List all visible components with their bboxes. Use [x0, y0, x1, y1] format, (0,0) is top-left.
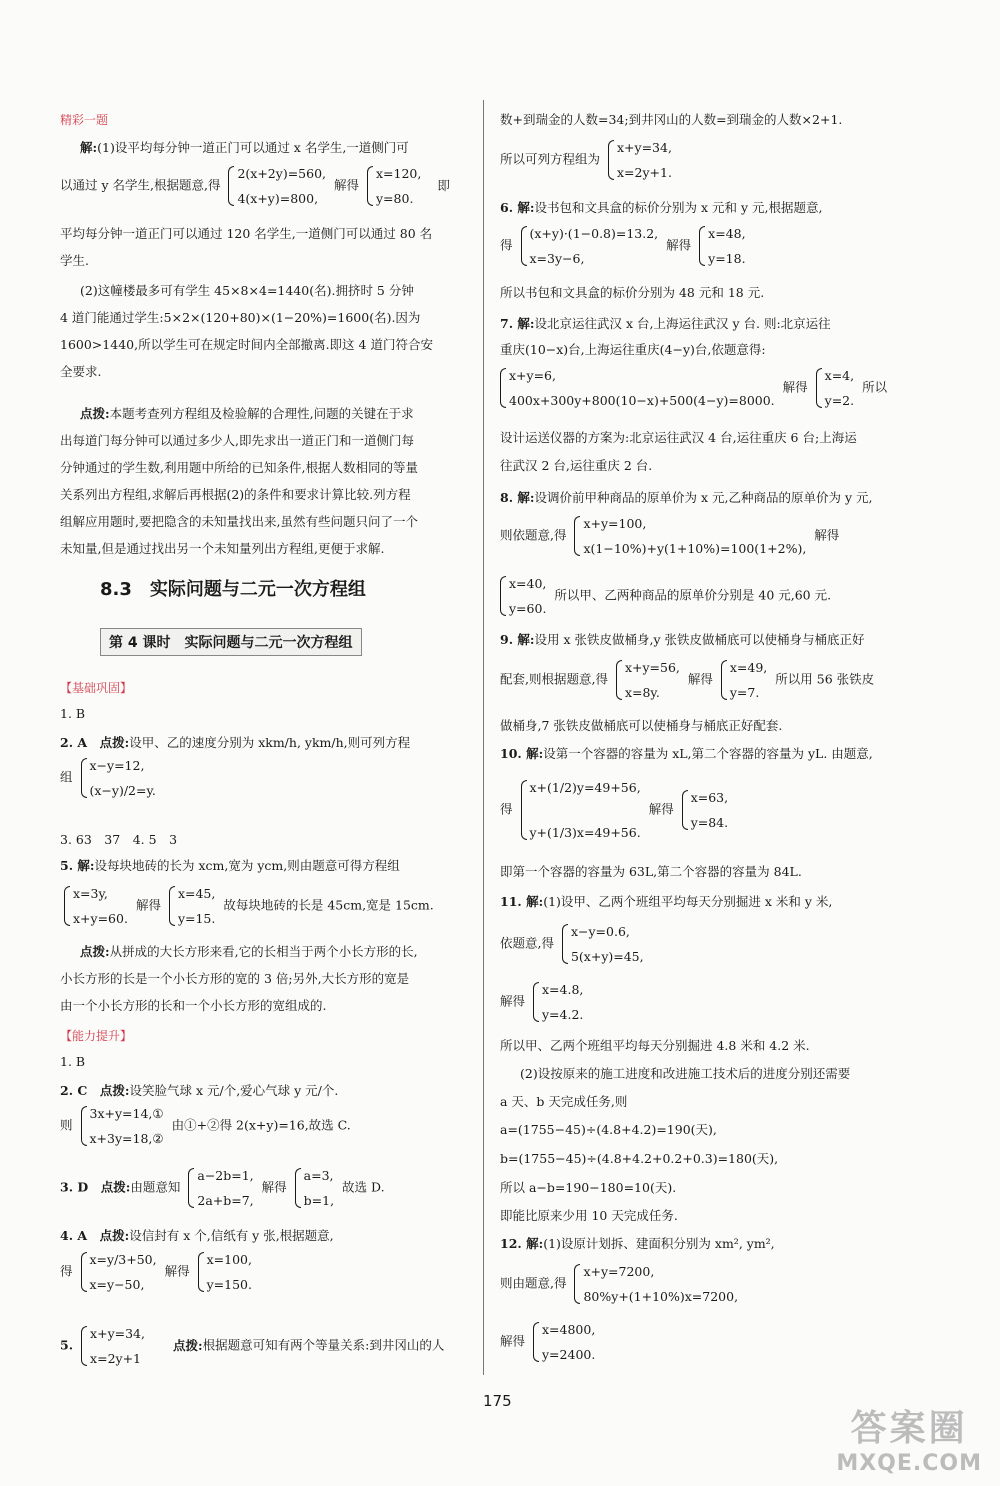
equation-system: x=3y, x+y=60. [64, 886, 128, 926]
r11-line10: 即能比原来少用 10 天完成任务. [500, 1208, 678, 1223]
r12-line2: 则由题意,得 x+y=7200, 80%y+(1+10%)x=7200, [500, 1264, 739, 1304]
equation-system: x+y=6, 400x+300y+800(10−x)+500(4−y)=8000. [500, 368, 775, 408]
j2-line1: 2. A 点拨:设甲、乙的速度分别为 xkm/h, ykm/h,则可列方程 [60, 735, 411, 750]
equation-system: 2(x+2y)=560, 4(x+y)=800, [228, 166, 326, 206]
equation-system: x+y=34, x=2y+1 [81, 1326, 145, 1366]
r0-line1: 数+到瑞金的人数=34;到井冈山的人数=到瑞金的人数×2+1. [500, 112, 843, 127]
dianbo-line4: 关系列出方程组,求解后再根据(2)的条件和要求计算比较.列方程 [60, 487, 411, 502]
equation-system: x=120, y=80. [367, 166, 421, 206]
equation-system: x+(1/2)y=49+56, y+(1/3)x=49+56. [521, 780, 641, 840]
j5-line2: x=3y, x+y=60. 解得 x=45, y=15. 故每块地砖的长是 45cm,宽是 15cm. [60, 886, 470, 926]
equation-system: x=63, y=84. [682, 790, 728, 830]
r0-line2: 所以可列方程组为 x+y=34, x=2y+1. [500, 140, 672, 180]
n3-line: 3. D 点拨:由题意知 a−2b=1, 2a+b=7, 解得 a=3, b=1, 故选 D. [60, 1168, 385, 1208]
j2-line2: 组 x−y=12, (x−y)/2=y. [60, 758, 156, 798]
r11-line1: 11. 解:(1)设甲、乙两个班组平均每天分别掘进 x 米和 y 米, [500, 894, 833, 909]
jichu-header: 【基础巩固】 [60, 681, 133, 695]
r6-line2: 得 (x+y)·(1−0.8)=13.2, x=3y−6, 解得 x=48, y=18. [500, 226, 746, 266]
watermark-line1: 答案圈 [850, 1408, 968, 1449]
equation-system: x=48, y=18. [699, 226, 745, 266]
r8-line2: 则依题意,得 x+y=100, x(1−10%)+y(1+10%)=100(1+2%), 解得 [500, 516, 840, 556]
r11-line5: (2)设按原来的施工进度和改进施工技术后的进度分别还需要 [520, 1066, 851, 1081]
r9-line1: 9. 解:设用 x 张铁皮做桶身,y 张铁皮做桶底可以使桶身与桶底正好 [500, 632, 865, 647]
r6-line1: 6. 解:设书包和文具盒的标价分别为 x 元和 y 元,根据题意, [500, 200, 823, 215]
section-title: 8.3 实际问题与二元一次方程组 [100, 579, 366, 600]
equation-system: x+y=7200, 80%y+(1+10%)x=7200, [574, 1264, 738, 1304]
j5-dianbo1: 点拨:从拼成的大长方形来看,它的长相当于两个小长方形的长, [80, 944, 418, 959]
r8-line1: 8. 解:设调价前甲种商品的原单价为 x 元,乙种商品的原单价为 y 元, [500, 490, 873, 505]
r12-line1: 12. 解:(1)设原计划拆、建面积分别为 xm², ym², [500, 1236, 775, 1251]
watermark-line2: MXQE.COM [836, 1451, 982, 1476]
j5-line1: 5. 解:设每块地砖的长为 xcm,宽为 ycm,则由题意可得方程组 [60, 858, 400, 873]
p2-line1: (2)这幢楼最多可有学生 45×8×4=1440(名).拥挤时 5 分钟 [80, 283, 414, 298]
column-divider [483, 100, 484, 1375]
equation-system: (x+y)·(1−0.8)=13.2, x=3y−6, [521, 226, 659, 266]
r7-line2: 重庆(10−x)台,上海运往重庆(4−y)台,依题意得: [500, 342, 766, 357]
j5-dianbo2: 小长方形的长是一个小长方形的宽的 3 倍;另外,大长方形的宽是 [60, 971, 410, 986]
r8-line3: x=40, y=60. 所以甲、乙两种商品的原单价分别是 40 元,60 元. [500, 576, 902, 616]
equation-system: x=4, y=2. [816, 368, 854, 408]
j5-dianbo3: 由一个小长方形的长和一个小长方形的宽组成的. [60, 998, 327, 1013]
equation-system: x−y=12, (x−y)/2=y. [81, 758, 156, 798]
r9-line2: 配套,则根据题意,得 x+y=56, x=8y. 解得 x=49, y=7. 所以用 56 张铁皮 [500, 660, 875, 700]
r10-line3: 即第一个容器的容量为 63L,第二个容器的容量为 84L. [500, 864, 802, 879]
equation-system: x=4.8, y=4.2. [533, 982, 583, 1022]
equation-system: x=49, y=7. [721, 660, 767, 700]
n1-answer: 1. B [60, 1054, 86, 1069]
r7-line3: x+y=6, 400x+300y+800(10−x)+500(4−y)=8000. 解得 x=4, y=2. 所以 [500, 368, 902, 408]
r10-line2: 得 x+(1/2)y=49+56, y+(1/3)x=49+56. 解得 x=63, y=84. [500, 780, 729, 840]
equation-system: x−y=0.6, 5(x+y)=45, [562, 924, 644, 964]
p2-line4: 全要求. [60, 364, 102, 379]
equation-system: x=y/3+50, x=y−50, [81, 1252, 157, 1292]
r10-line1: 10. 解:设第一个容器的容量为 xL,第二个容器的容量为 yL. 由题意, [500, 746, 873, 761]
r11-line2: 依题意,得 x−y=0.6, 5(x+y)=45, [500, 924, 644, 964]
p1-line1: 解:(1)设平均每分钟一道正门可以通过 x 名学生,一道侧门可 [80, 140, 409, 155]
n4-line2: 得 x=y/3+50, x=y−50, 解得 x=100, y=150. [60, 1252, 252, 1292]
dianbo-line1: 点拨:本题考查列方程组及检验解的合理性,问题的关键在于求 [80, 406, 414, 421]
r7-line4: 设计运送仪器的方案为:北京运往武汉 4 台,运往重庆 6 台;上海运 [500, 430, 857, 445]
nengli-header: 【能力提升】 [60, 1029, 133, 1043]
p1-line4: 学生. [60, 253, 89, 268]
n2-line1: 2. C 点拨:设笑脸气球 x 元/个,爱心气球 y 元/个. [60, 1083, 339, 1098]
equation-system: x+y=100, x(1−10%)+y(1+10%)=100(1+2%), [574, 516, 806, 556]
r11-line4: 所以甲、乙两个班组平均每天分别掘进 4.8 米和 4.2 米. [500, 1038, 810, 1053]
n2-line2: 则 3x+y=14,① x+3y=18,② 由①+②得 2(x+y)=16,故选 C. [60, 1106, 351, 1146]
watermark-logo [836, 1400, 982, 1476]
r7-line1: 7. 解:设北京运往武汉 x 台,上海运往武汉 y 台. 则:北京运往 [500, 316, 831, 331]
dianbo-line3: 分钟通过的学生数,利用题中所给的已知条件,根据人数相同的等量 [60, 460, 418, 475]
r11-line7: a=(1755−45)÷(4.8+4.2)=190(天), [500, 1122, 717, 1137]
n5-line: 5. x+y=34, x=2y+1 点拨:根据题意可知有两个等量关系:到井冈山的人 [60, 1326, 445, 1366]
dianbo-line6: 未知量,但是通过找出另一个未知量列出方程组,更便于求解. [60, 541, 385, 556]
j3-answer: 3. 63 37 4. 5 3 [60, 832, 178, 847]
p2-line2: 4 道门能通过学生:5×2×(120+80)×(1−20%)=1600(名).因为 [60, 310, 421, 325]
dianbo-line5: 组解应用题时,要把隐含的未知量找出来,虽然有些问题只问了一个 [60, 514, 418, 529]
p1-line3: 平均每分钟一道正门可以通过 120 名学生,一道侧门可以通过 80 名 [60, 226, 433, 241]
j1-answer: 1. B [60, 706, 86, 721]
page-number: 175 [483, 1392, 512, 1410]
equation-system: a−2b=1, 2a+b=7, [188, 1168, 253, 1208]
r11-line3: 解得 x=4.8, y=4.2. [500, 982, 584, 1022]
dianbo-line2: 出每道门每分钟可以通过多少人,即先求出一道正门和一道侧门每 [60, 433, 414, 448]
equation-system: x=4800, y=2400. [533, 1322, 595, 1362]
equation-system: x+y=34, x=2y+1. [608, 140, 672, 180]
r11-line6: a 天、b 天完成任务,则 [500, 1094, 628, 1109]
jingcai-header: 精彩一题 [60, 113, 109, 127]
equation-system: a=3, b=1, [295, 1168, 334, 1208]
equation-system: 3x+y=14,① x+3y=18,② [81, 1106, 164, 1146]
equation-system: x+y=56, x=8y. [616, 660, 680, 700]
r9-line3: 做桶身,7 张铁皮做桶底可以使桶身与桶底正好配套. [500, 718, 783, 733]
p2-line3: 1600>1440,所以学生可在规定时间内全部撤离.即这 4 道门符合安 [60, 337, 433, 352]
r11-line8: b=(1755−45)÷(4.8+4.2+0.2+0.3)=180(天), [500, 1151, 779, 1166]
r7-line5: 往武汉 2 台,运往重庆 2 台. [500, 458, 653, 473]
r12-line3: 解得 x=4800, y=2400. [500, 1322, 596, 1362]
n4-line1: 4. A 点拨:设信封有 x 个,信纸有 y 张,根据题意, [60, 1228, 334, 1243]
r11-line9: 所以 a−b=190−180=10(天). [500, 1180, 677, 1195]
equation-system: x=100, y=150. [198, 1252, 252, 1292]
p1-line2: 以通过 y 名学生,根据题意,得 2(x+2y)=560, 4(x+y)=800, 解得 x=120, y=80. 即 [60, 166, 450, 206]
equation-system: x=45, y=15. [169, 886, 215, 926]
equation-system: x=40, y=60. [500, 576, 546, 616]
r6-line3: 所以书包和文具盒的标价分别为 48 元和 18 元. [500, 285, 765, 300]
lesson-title: 第 4 课时 实际问题与二元一次方程组 [100, 628, 362, 656]
